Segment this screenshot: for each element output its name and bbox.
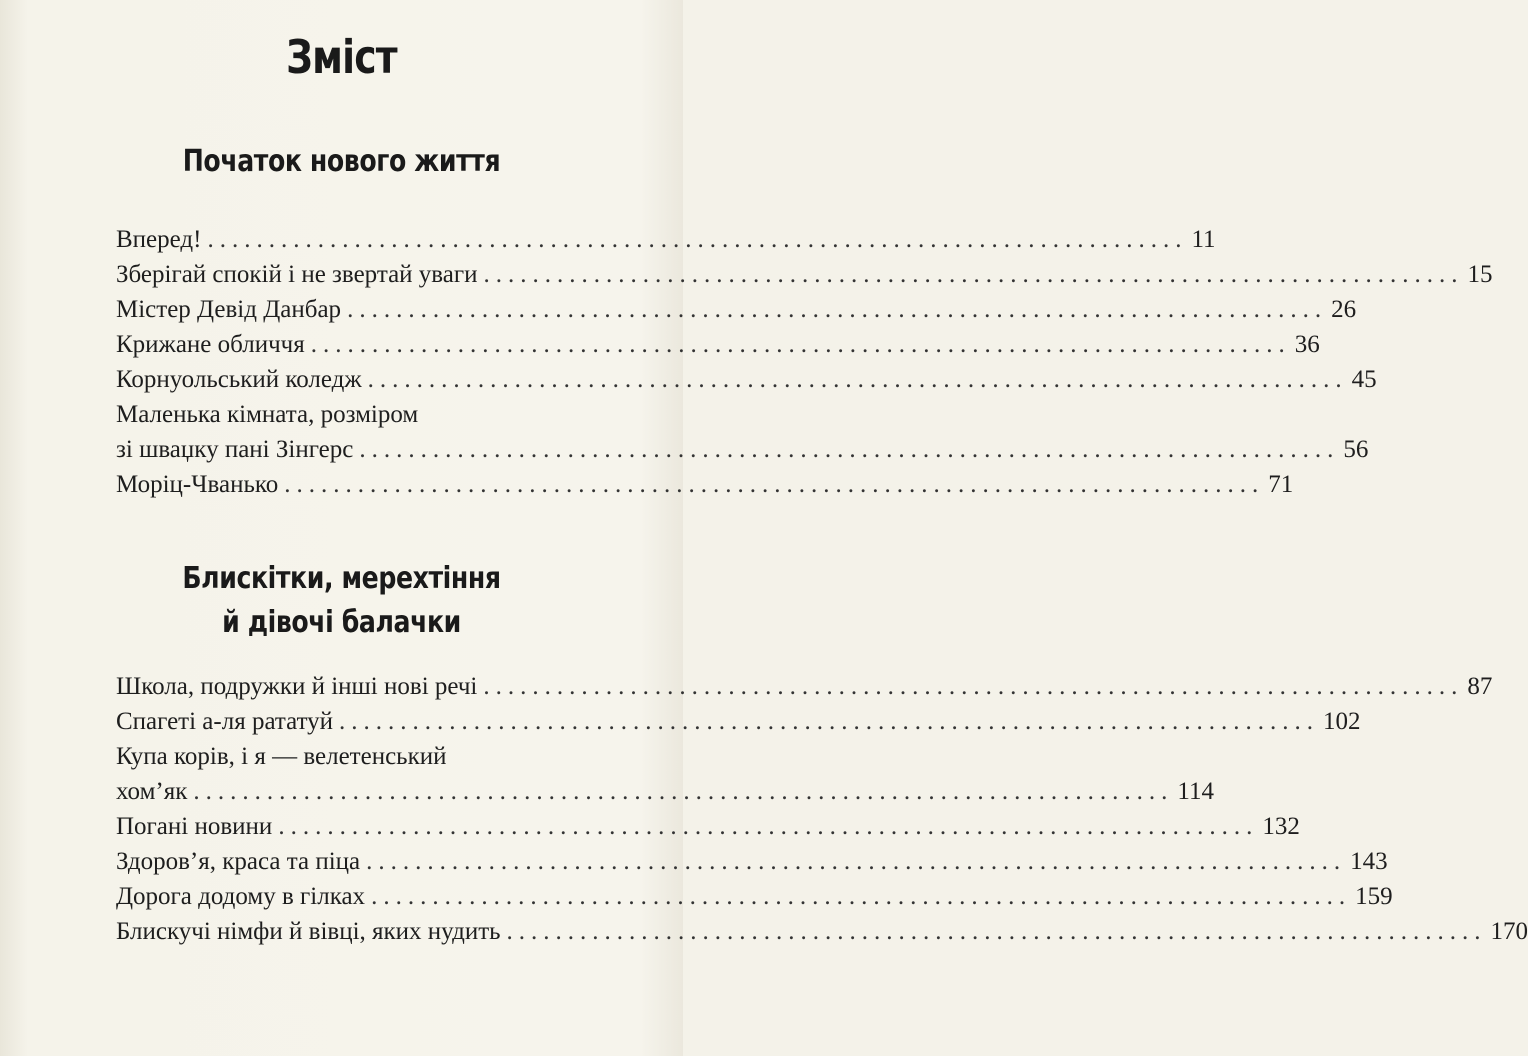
toc-entry-line (116, 257, 1493, 292)
toc-entry-title: Купа корів, і я — велетенський (116, 743, 447, 770)
toc-entry-title: Спагеті а-ля рататуй (116, 708, 334, 735)
dot-leader: ................................................................................ (284, 471, 1265, 498)
toc-entry (116, 397, 1369, 467)
toc-entry (116, 669, 1493, 704)
toc-page-number: 170 (1490, 918, 1528, 945)
toc-entry (116, 257, 1493, 292)
dot-leader: ................................................................................ (339, 708, 1320, 735)
toc-entry (116, 327, 1320, 362)
toc-page-number: 102 (1323, 708, 1361, 735)
toc-entry-title: Блискучі німфи й вівці, яких нудить (116, 918, 501, 945)
toc-entry (116, 704, 1361, 739)
dot-leader: ................................................................................ (371, 883, 1352, 910)
toc-entry (116, 292, 1357, 327)
toc-entry-title: Дорога додому в гілках (116, 883, 366, 910)
toc-entry-line (116, 432, 1369, 467)
dot-leader: ................................................................................ (278, 813, 1259, 840)
toc-page-number: 45 (1351, 366, 1377, 393)
toc-page-number: 132 (1262, 813, 1300, 840)
toc-entry-line (116, 669, 1493, 704)
section-1-toc (116, 222, 1493, 502)
toc-entry-line (116, 704, 1361, 739)
toc-entry-title: Вперед! (116, 226, 202, 253)
toc-entry-title: Містер Девід Данбар (116, 296, 342, 323)
toc-entry (116, 362, 1377, 397)
toc-page-number: 114 (1177, 778, 1214, 805)
toc-page-number: 56 (1343, 436, 1369, 463)
toc-entry (116, 914, 1528, 949)
toc-entry (116, 739, 1214, 809)
toc-page-number: 15 (1467, 261, 1493, 288)
section-2-title (55, 557, 629, 645)
toc-entry-title: Зберігай спокій і не звертай уваги (116, 261, 478, 288)
toc-entry (116, 467, 1294, 502)
toc-entry (116, 879, 1393, 914)
toc-entry-title: Погані новини (116, 813, 273, 840)
toc-entry-line (116, 327, 1320, 362)
toc-entry-title: хом’як (116, 778, 188, 805)
toc-entry-title: Школа, подружки й інші нові речі (116, 673, 478, 700)
toc-entry-line (116, 292, 1357, 327)
toc-page-number: 143 (1350, 848, 1388, 875)
toc-entry-title: Маленька кімната, розміром (116, 401, 419, 428)
dot-leader: ................................................................................ (207, 226, 1188, 253)
section-2-title-line-1: Блискітки, мерехтіння (182, 561, 501, 596)
section-2-toc (116, 669, 1528, 949)
toc-page-number: 11 (1191, 226, 1216, 253)
toc-entry-line (116, 844, 1388, 879)
dot-leader: ................................................................................ (366, 848, 1347, 875)
toc-entry-line (116, 362, 1377, 397)
toc-page-number: 71 (1268, 471, 1294, 498)
toc-entry-line (116, 222, 1216, 257)
toc-entry-title: Здоров’я, краса та піца (116, 848, 361, 875)
dot-leader: ................................................................................ (506, 918, 1487, 945)
toc-entry-line (116, 397, 638, 432)
toc-entry (116, 222, 1216, 257)
dot-leader: ................................................................................ (483, 673, 1464, 700)
page-title: Зміст (286, 30, 397, 84)
toc-entry-title: Корнуольський коледж (116, 366, 362, 393)
toc-page-number: 87 (1467, 673, 1493, 700)
dot-leader: ................................................................................ (483, 261, 1464, 288)
dot-leader: ................................................................................ (359, 436, 1340, 463)
toc-entry-title: Моріц-Чванько (116, 471, 279, 498)
toc-entry-line (116, 739, 638, 774)
dot-leader: ................................................................................ (367, 366, 1348, 393)
toc-entry-line (116, 774, 1214, 809)
toc-entry-line (116, 879, 1393, 914)
dot-leader: ................................................................................ (347, 296, 1328, 323)
section-1-title-line: Початок нового життя (182, 144, 501, 179)
toc-entry-line (116, 467, 1294, 502)
toc-entry-title: Крижане обличчя (116, 331, 305, 358)
toc-entry-line (116, 914, 1528, 949)
section-2-title-line-2: й дівочі балачки (222, 605, 461, 640)
toc-page-number: 36 (1294, 331, 1320, 358)
section-1-title (55, 140, 629, 184)
toc-page-number: 26 (1331, 296, 1357, 323)
toc-page-number: 159 (1355, 883, 1393, 910)
toc-entry-line (116, 809, 1300, 844)
dot-leader: ................................................................................ (310, 331, 1291, 358)
dot-leader: ................................................................................ (193, 778, 1174, 805)
toc-entry-title: зі шваџку пані Зінгерс (116, 436, 354, 463)
toc-entry (116, 809, 1300, 844)
toc-entry (116, 844, 1388, 879)
